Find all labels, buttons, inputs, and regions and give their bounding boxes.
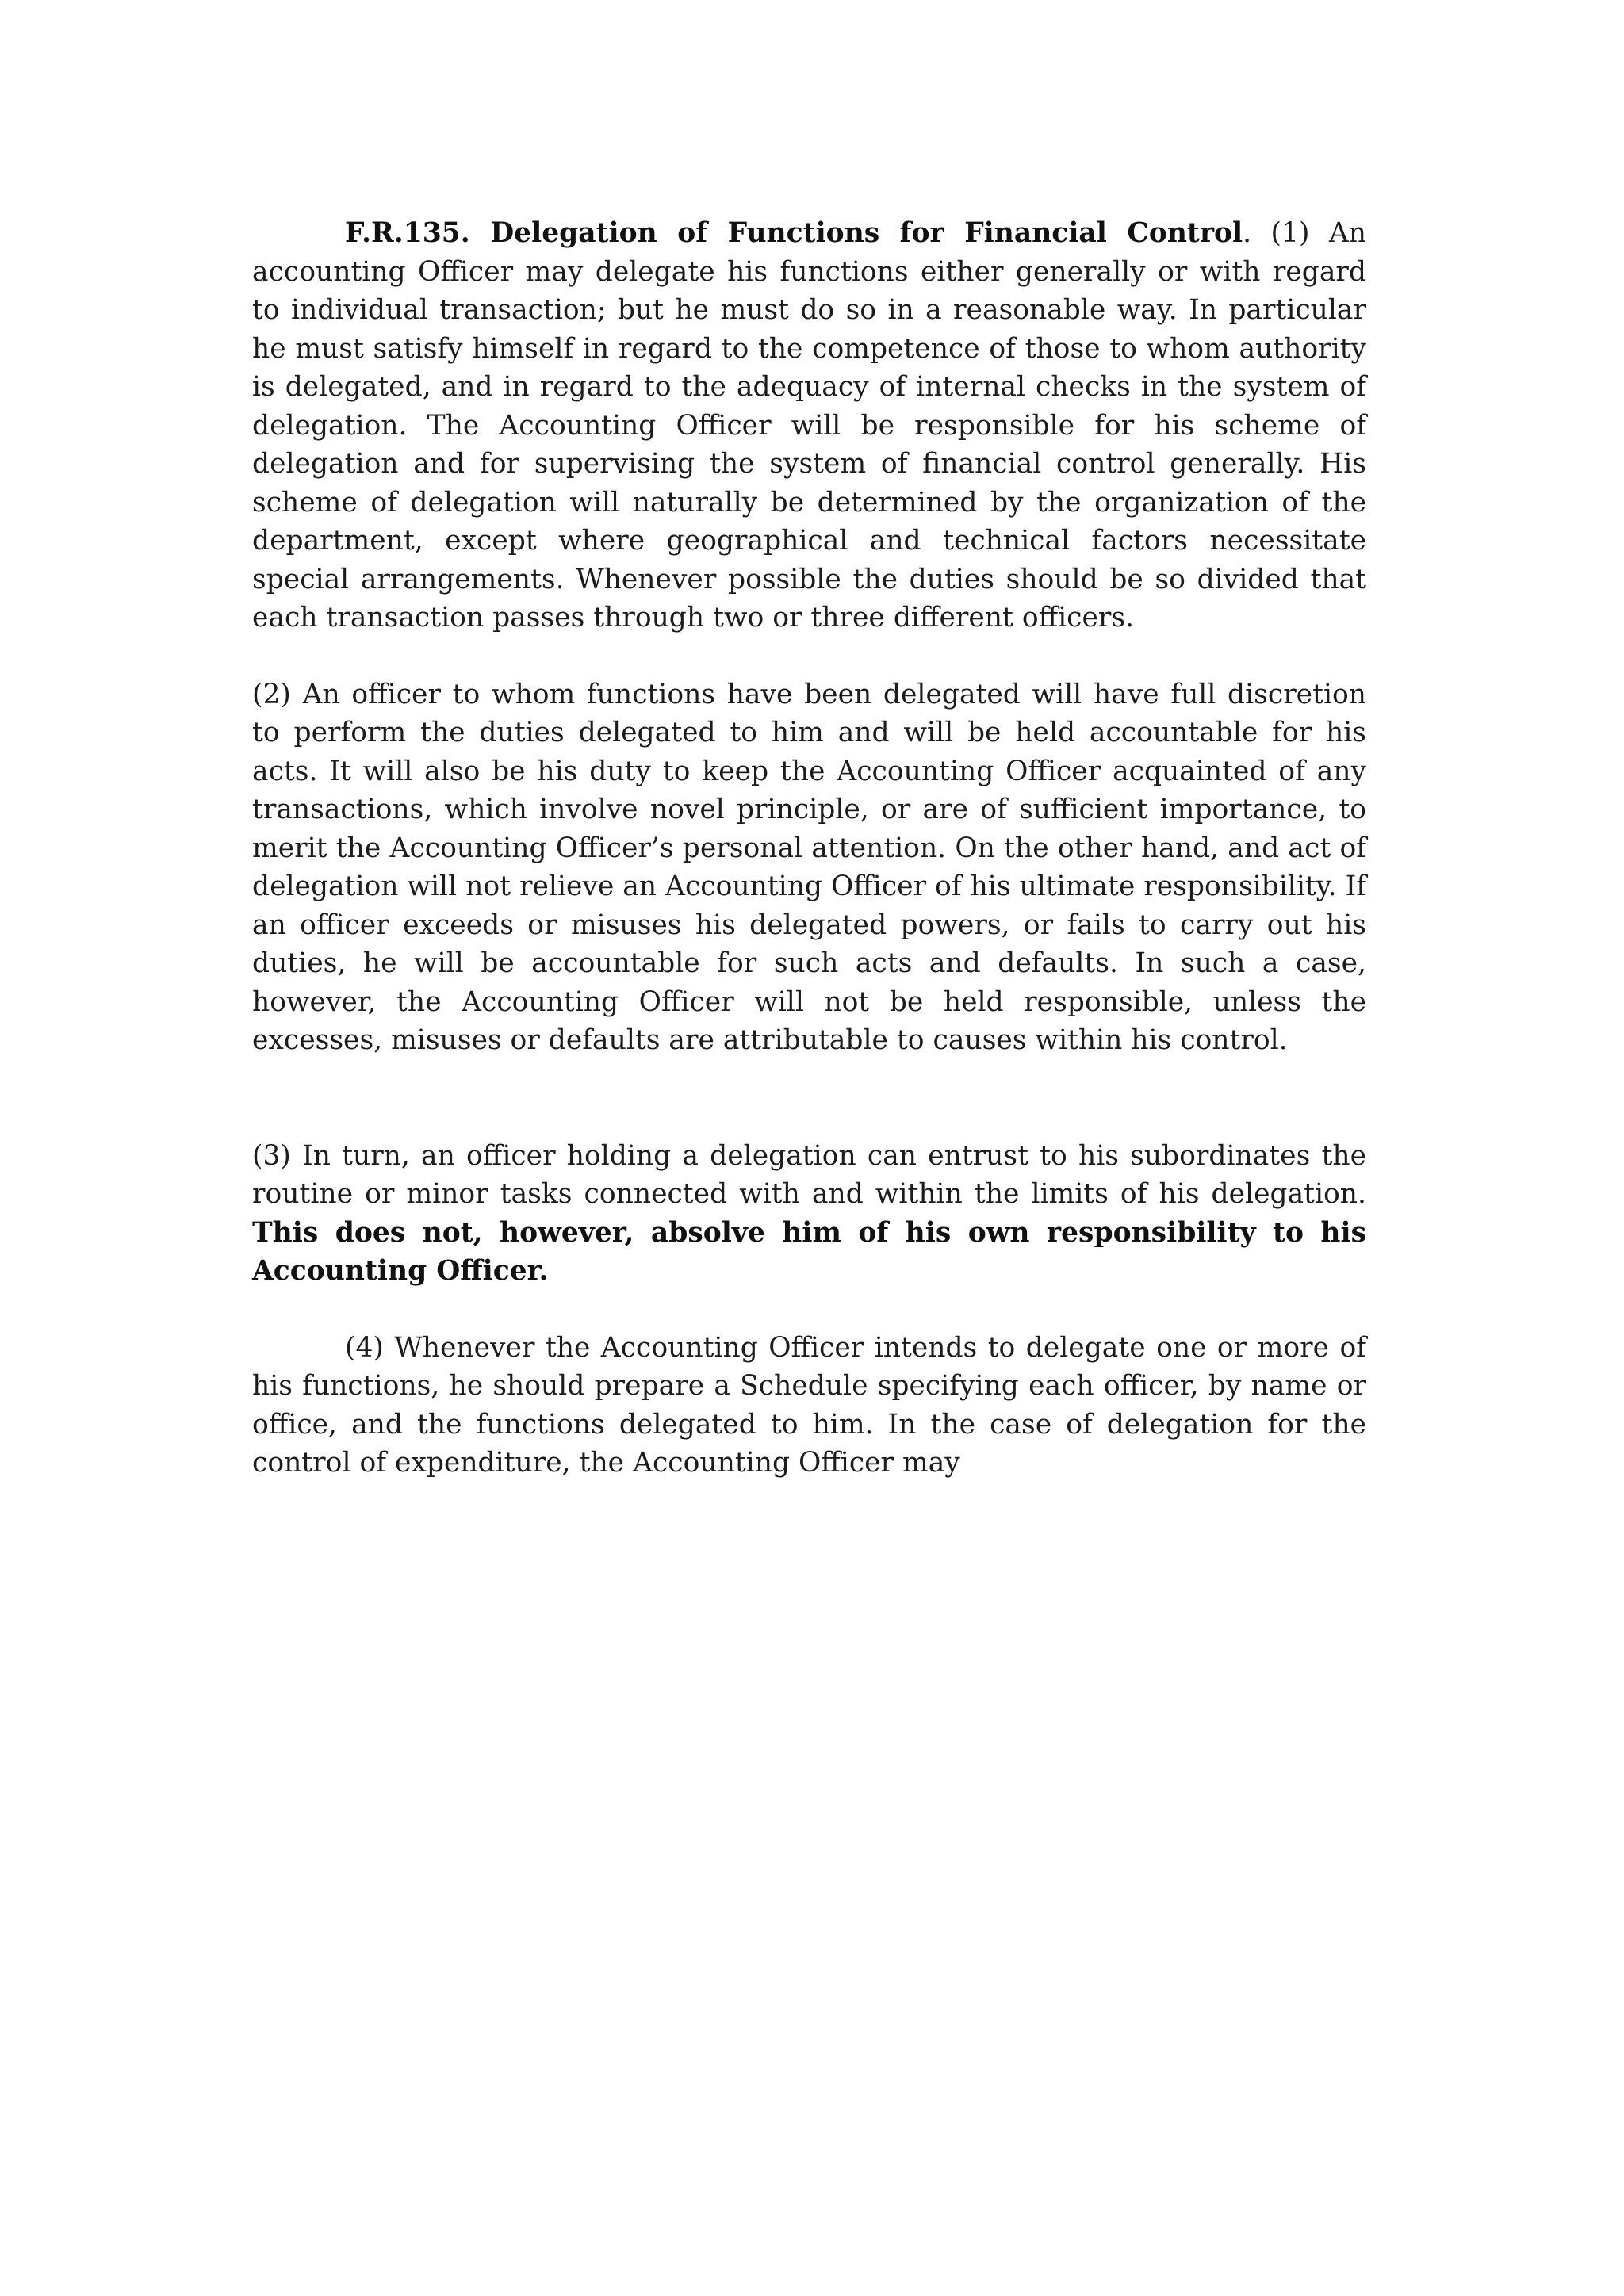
paragraph-2 <box>252 675 1366 1060</box>
section-heading: F.R.135. Delegation of Functions for Financial Control <box>345 217 1243 249</box>
paragraph-4 <box>252 1329 1366 1483</box>
paragraph-2-text: (2) An officer to whom functions have been delegated will have full discretion to perform the duties delegated to him and will be held accountable for his acts. It will also be his duty to keep the Accounting Officer acquainted of any transactions, which involve novel principle, or are of sufficient importance, to merit the Accounting Officer’s personal attention. On the other hand, and act of delegation will not relieve an Accounting Officer of his ultimate responsibility. If an officer exceeds or misuses his delegated powers, or fails to carry out his duties, he will be accountable for such acts and defaults. In such a case, however, the Accounting Officer will not be held responsible, unless the excesses, misuses or defaults are attributable to causes within his control. <box>252 678 1366 1056</box>
heading-punctuation: . <box>1243 217 1252 249</box>
paragraph-1 <box>252 214 1366 637</box>
paragraph-4-text: (4) Whenever the Accounting Officer intends to delegate one or more of his functions, he should prepare a Schedule specifying each officer, by name or office, and the functions delegated to him. In the case of delegation for the control of expenditure, the Accounting Officer may <box>252 1331 1366 1479</box>
document-body <box>252 214 1366 1483</box>
paragraph-3 <box>252 1137 1366 1291</box>
paragraph-3-bold-text: This does not, however, absolve him of his own responsibility to his Accounting Officer. <box>252 1216 1366 1287</box>
paragraph-3-text: (3) In turn, an officer holding a delegation can entrust to his subordinates the routine or minor tasks connected with and within the limits of his delegation. <box>252 1139 1366 1210</box>
paragraph-1-text: (1) An accounting Officer may delegate his functions either generally or with regard to individual transaction; but he must do so in a reasonable way. In particular he must satisfy himself in regard to the competence of those to whom authority is delegated, and in regard to the adequacy of internal checks in the system of delegation. The Accounting Officer will be responsible for his scheme of delegation and for supervising the system of financial control generally. His scheme of delegation will naturally be determined by the organization of the department, except where geographical and technical factors necessitate special arrangements. Whenever possible the duties should be so divided that each transaction passes through two or three different officers. <box>252 217 1367 633</box>
